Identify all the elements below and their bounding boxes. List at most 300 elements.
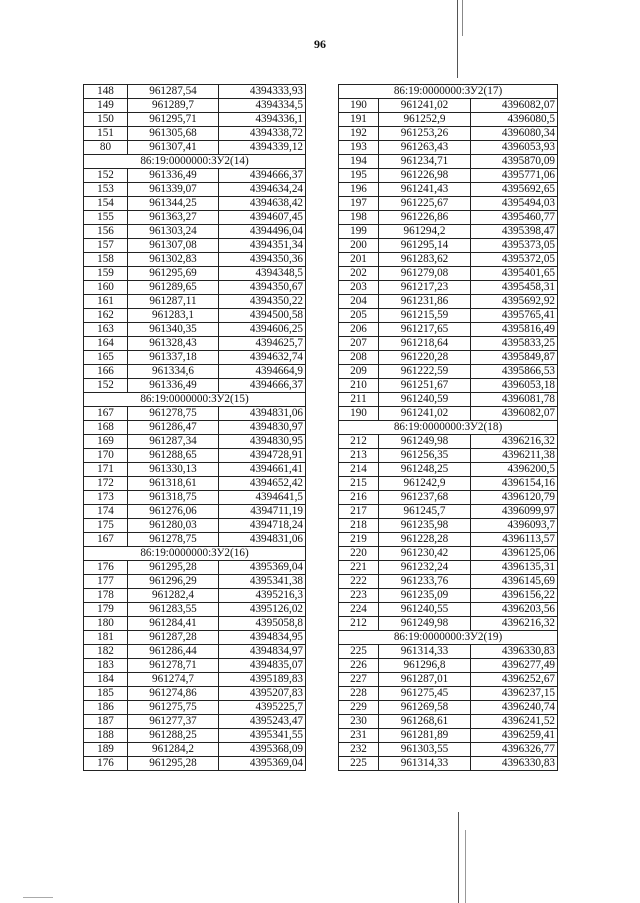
table-row [339,757,558,771]
table-row [339,183,558,197]
point-number: 183 [84,659,128,673]
point-number: 230 [339,715,379,729]
table-row [339,715,558,729]
point-number: 177 [84,575,128,589]
y-coordinate: 4394831,06 [219,533,306,547]
y-coordinate: 4395373,05 [471,239,558,253]
table-row [84,225,306,239]
y-coordinate: 4394831,06 [219,407,306,421]
table-row [339,393,558,407]
y-coordinate: 4396200,5 [471,463,558,477]
x-coordinate: 961232,24 [379,561,471,575]
x-coordinate: 961334,6 [128,365,219,379]
parcel-id: 86:19:0000000:ЗУ2(14) [84,155,306,169]
section-header-row [84,547,306,561]
x-coordinate: 961337,18 [128,351,219,365]
x-coordinate: 961241,02 [379,407,471,421]
x-coordinate: 961269,58 [379,701,471,715]
table-row [339,491,558,505]
table-row [84,645,306,659]
y-coordinate: 4395126,02 [219,603,306,617]
table-row [84,435,306,449]
x-coordinate: 961278,71 [128,659,219,673]
point-number: 187 [84,715,128,729]
point-number: 152 [84,169,128,183]
table-row [84,351,306,365]
scan-edge-line [465,830,466,903]
x-coordinate: 961295,69 [128,267,219,281]
y-coordinate: 4396125,06 [471,547,558,561]
parcel-id: 86:19:0000000:ЗУ2(15) [84,393,306,407]
y-coordinate: 4394830,97 [219,421,306,435]
table-row [84,407,306,421]
x-coordinate: 961226,98 [379,169,471,183]
table-row [339,323,558,337]
table-row [339,743,558,757]
point-number: 150 [84,113,128,127]
x-coordinate: 961220,28 [379,351,471,365]
table-row [339,463,558,477]
point-number: 212 [339,617,379,631]
section-header-row [84,155,306,169]
x-coordinate: 961222,59 [379,365,471,379]
x-coordinate: 961287,28 [128,631,219,645]
table-row [84,253,306,267]
table-row [84,281,306,295]
point-number: 196 [339,183,379,197]
x-coordinate: 961296,8 [379,659,471,673]
x-coordinate: 961217,65 [379,323,471,337]
x-coordinate: 961248,25 [379,463,471,477]
point-number: 224 [339,603,379,617]
y-coordinate: 4395225,7 [219,701,306,715]
y-coordinate: 4396330,83 [471,645,558,659]
point-number: 208 [339,351,379,365]
point-number: 178 [84,589,128,603]
table-row [84,715,306,729]
x-coordinate: 961277,37 [128,715,219,729]
y-coordinate: 4396082,07 [471,99,558,113]
x-coordinate: 961295,28 [128,561,219,575]
point-number: 171 [84,463,128,477]
point-number: 212 [339,435,379,449]
x-coordinate: 961249,98 [379,617,471,631]
x-coordinate: 961231,86 [379,295,471,309]
point-number: 194 [339,155,379,169]
table-row [339,659,558,673]
x-coordinate: 961240,59 [379,393,471,407]
x-coordinate: 961287,54 [128,85,219,99]
table-row [339,519,558,533]
x-coordinate: 961280,03 [128,519,219,533]
table-row [84,687,306,701]
point-number: 228 [339,687,379,701]
x-coordinate: 961303,24 [128,225,219,239]
point-number: 214 [339,463,379,477]
point-number: 197 [339,197,379,211]
point-number: 162 [84,309,128,323]
table-row [84,309,306,323]
y-coordinate: 4395216,3 [219,589,306,603]
point-number: 193 [339,141,379,155]
x-coordinate: 961328,43 [128,337,219,351]
point-number: 210 [339,379,379,393]
y-coordinate: 4396277,49 [471,659,558,673]
point-number: 217 [339,505,379,519]
table-row [84,561,306,575]
x-coordinate: 961284,2 [128,743,219,757]
table-row [339,141,558,155]
x-coordinate: 961245,7 [379,505,471,519]
x-coordinate: 961283,62 [379,253,471,267]
x-coordinate: 961240,55 [379,603,471,617]
x-coordinate: 961274,7 [128,673,219,687]
table-row [84,323,306,337]
section-header-row [339,85,558,99]
x-coordinate: 961230,42 [379,547,471,561]
table-row [84,365,306,379]
y-coordinate: 4395401,65 [471,267,558,281]
coordinates-table-left [83,84,306,771]
section-header-row [84,393,306,407]
y-coordinate: 4395494,03 [471,197,558,211]
x-coordinate: 961279,08 [379,267,471,281]
y-coordinate: 4395692,92 [471,295,558,309]
point-number: 160 [84,281,128,295]
table-row [339,435,558,449]
point-number: 220 [339,547,379,561]
point-number: 207 [339,337,379,351]
y-coordinate: 4396082,07 [471,407,558,421]
point-number: 158 [84,253,128,267]
x-coordinate: 961263,43 [379,141,471,155]
y-coordinate: 4396093,7 [471,519,558,533]
table-row [339,561,558,575]
point-number: 223 [339,589,379,603]
x-coordinate: 961340,35 [128,323,219,337]
x-coordinate: 961256,35 [379,449,471,463]
y-coordinate: 4394350,67 [219,281,306,295]
table-row [84,337,306,351]
y-coordinate: 4395189,83 [219,673,306,687]
y-coordinate: 4395058,8 [219,617,306,631]
coordinates-table-right [338,84,558,771]
table-row [339,99,558,113]
x-coordinate: 961307,08 [128,239,219,253]
x-coordinate: 961336,49 [128,169,219,183]
x-coordinate: 961278,75 [128,533,219,547]
y-coordinate: 4394830,95 [219,435,306,449]
y-coordinate: 4395398,47 [471,225,558,239]
y-coordinate: 4396099,97 [471,505,558,519]
x-coordinate: 961305,68 [128,127,219,141]
y-coordinate: 4394338,72 [219,127,306,141]
table-row [84,113,306,127]
y-coordinate: 4396156,22 [471,589,558,603]
point-number: 167 [84,407,128,421]
table-row [84,379,306,393]
table-row [84,239,306,253]
x-coordinate: 961241,02 [379,99,471,113]
table-row [84,659,306,673]
point-number: 225 [339,757,379,771]
x-coordinate: 961287,11 [128,295,219,309]
parcel-id: 86:19:0000000:ЗУ2(18) [339,421,558,435]
point-number: 185 [84,687,128,701]
table-row [339,309,558,323]
point-number: 161 [84,295,128,309]
x-coordinate: 961287,01 [379,673,471,687]
point-number: 172 [84,477,128,491]
y-coordinate: 4395243,47 [219,715,306,729]
point-number: 213 [339,449,379,463]
point-number: 190 [339,407,379,421]
y-coordinate: 4394606,25 [219,323,306,337]
y-coordinate: 4395866,53 [471,365,558,379]
table-row [339,337,558,351]
table-row [339,729,558,743]
parcel-id: 86:19:0000000:ЗУ2(17) [339,85,558,99]
x-coordinate: 961289,65 [128,281,219,295]
y-coordinate: 4394835,07 [219,659,306,673]
point-number: 163 [84,323,128,337]
y-coordinate: 4395849,87 [471,351,558,365]
table-row [339,281,558,295]
table-row [84,85,306,99]
y-coordinate: 4394350,22 [219,295,306,309]
x-coordinate: 961234,71 [379,155,471,169]
table-row [84,701,306,715]
x-coordinate: 961276,06 [128,505,219,519]
point-number: 180 [84,617,128,631]
table-row [339,449,558,463]
x-coordinate: 961283,1 [128,309,219,323]
point-number: 202 [339,267,379,281]
table-row [339,477,558,491]
table-row [84,267,306,281]
x-coordinate: 961218,64 [379,337,471,351]
y-coordinate: 4394666,37 [219,169,306,183]
point-number: 195 [339,169,379,183]
table-row [339,113,558,127]
table-row [339,673,558,687]
x-coordinate: 961226,86 [379,211,471,225]
y-coordinate: 4394333,93 [219,85,306,99]
x-coordinate: 961336,49 [128,379,219,393]
point-number: 184 [84,673,128,687]
x-coordinate: 961307,41 [128,141,219,155]
x-coordinate: 961237,68 [379,491,471,505]
x-coordinate: 961284,41 [128,617,219,631]
table-row [339,603,558,617]
y-coordinate: 4394834,97 [219,645,306,659]
y-coordinate: 4395341,38 [219,575,306,589]
x-coordinate: 961228,28 [379,533,471,547]
point-number: 151 [84,127,128,141]
x-coordinate: 961314,33 [379,645,471,659]
point-number: 226 [339,659,379,673]
y-coordinate: 4394711,19 [219,505,306,519]
table-row [339,225,558,239]
page-number: 96 [314,37,326,51]
y-coordinate: 4394607,45 [219,211,306,225]
y-coordinate: 4395458,31 [471,281,558,295]
table-row [84,169,306,183]
y-coordinate: 4394718,24 [219,519,306,533]
point-number: 175 [84,519,128,533]
point-number: 205 [339,309,379,323]
point-number: 222 [339,575,379,589]
y-coordinate: 4396113,57 [471,533,558,547]
table-row [84,603,306,617]
section-header-row [339,421,558,435]
table-row [84,575,306,589]
table-row [339,197,558,211]
y-coordinate: 4394336,1 [219,113,306,127]
y-coordinate: 4396252,67 [471,673,558,687]
y-coordinate: 4396330,83 [471,757,558,771]
point-number: 181 [84,631,128,645]
x-coordinate: 961286,47 [128,421,219,435]
point-number: 168 [84,421,128,435]
point-number: 188 [84,729,128,743]
point-number: 218 [339,519,379,533]
y-coordinate: 4394638,42 [219,197,306,211]
point-number: 190 [339,99,379,113]
x-coordinate: 961296,29 [128,575,219,589]
y-coordinate: 4394350,36 [219,253,306,267]
point-number: 156 [84,225,128,239]
x-coordinate: 961295,14 [379,239,471,253]
x-coordinate: 961286,44 [128,645,219,659]
x-coordinate: 961268,61 [379,715,471,729]
y-coordinate: 4394632,74 [219,351,306,365]
point-number: 215 [339,477,379,491]
point-number: 204 [339,295,379,309]
table-row [84,729,306,743]
point-number: 192 [339,127,379,141]
table-row [339,547,558,561]
y-coordinate: 4396053,18 [471,379,558,393]
y-coordinate: 4395870,09 [471,155,558,169]
point-number: 176 [84,561,128,575]
y-coordinate: 4396053,93 [471,141,558,155]
x-coordinate: 961253,26 [379,127,471,141]
point-number: 149 [84,99,128,113]
point-number: 191 [339,113,379,127]
point-number: 189 [84,743,128,757]
point-number: 232 [339,743,379,757]
y-coordinate: 4394661,41 [219,463,306,477]
point-number: 174 [84,505,128,519]
table-row [339,211,558,225]
table-row [84,141,306,155]
point-number: 219 [339,533,379,547]
point-number: 152 [84,379,128,393]
x-coordinate: 961241,43 [379,183,471,197]
point-number: 80 [84,141,128,155]
y-coordinate: 4396326,77 [471,743,558,757]
y-coordinate: 4395372,05 [471,253,558,267]
table-row [339,239,558,253]
table-row [84,197,306,211]
x-coordinate: 961252,9 [379,113,471,127]
table-row [339,589,558,603]
y-coordinate: 4396203,56 [471,603,558,617]
y-coordinate: 4396259,41 [471,729,558,743]
table-row [84,589,306,603]
table-row [84,505,306,519]
point-number: 203 [339,281,379,295]
y-coordinate: 4394652,42 [219,477,306,491]
section-header-row [339,631,558,645]
parcel-id: 86:19:0000000:ЗУ2(19) [339,631,558,645]
x-coordinate: 961289,7 [128,99,219,113]
table-row [84,211,306,225]
x-coordinate: 961275,45 [379,687,471,701]
point-number: 211 [339,393,379,407]
x-coordinate: 961235,09 [379,589,471,603]
table-row [339,267,558,281]
x-coordinate: 961363,27 [128,211,219,225]
table-row [339,127,558,141]
y-coordinate: 4396145,69 [471,575,558,589]
y-coordinate: 4396237,15 [471,687,558,701]
x-coordinate: 961278,75 [128,407,219,421]
point-number: 179 [84,603,128,617]
x-coordinate: 961314,33 [379,757,471,771]
table-row [339,645,558,659]
y-coordinate: 4394625,7 [219,337,306,351]
y-coordinate: 4396154,16 [471,477,558,491]
table-row [339,575,558,589]
y-coordinate: 4394351,34 [219,239,306,253]
x-coordinate: 961287,34 [128,435,219,449]
table-row [84,295,306,309]
x-coordinate: 961288,65 [128,449,219,463]
table-row [339,687,558,701]
scan-speck [23,897,53,898]
y-coordinate: 4394664,9 [219,365,306,379]
table-row [84,743,306,757]
y-coordinate: 4394339,12 [219,141,306,155]
table-row [84,631,306,645]
point-number: 216 [339,491,379,505]
y-coordinate: 4394666,37 [219,379,306,393]
point-number: 201 [339,253,379,267]
table-row [84,449,306,463]
y-coordinate: 4395368,09 [219,743,306,757]
point-number: 229 [339,701,379,715]
table-row [84,127,306,141]
table-row [339,351,558,365]
y-coordinate: 4396080,5 [471,113,558,127]
point-number: 173 [84,491,128,505]
x-coordinate: 961303,55 [379,743,471,757]
x-coordinate: 961281,89 [379,729,471,743]
table-row [339,701,558,715]
scan-edge-line [457,0,458,78]
point-number: 167 [84,533,128,547]
x-coordinate: 961302,83 [128,253,219,267]
y-coordinate: 4395207,83 [219,687,306,701]
x-coordinate: 961275,75 [128,701,219,715]
y-coordinate: 4396211,38 [471,449,558,463]
y-coordinate: 4396240,74 [471,701,558,715]
point-number: 209 [339,365,379,379]
table-row [339,505,558,519]
point-number: 227 [339,673,379,687]
